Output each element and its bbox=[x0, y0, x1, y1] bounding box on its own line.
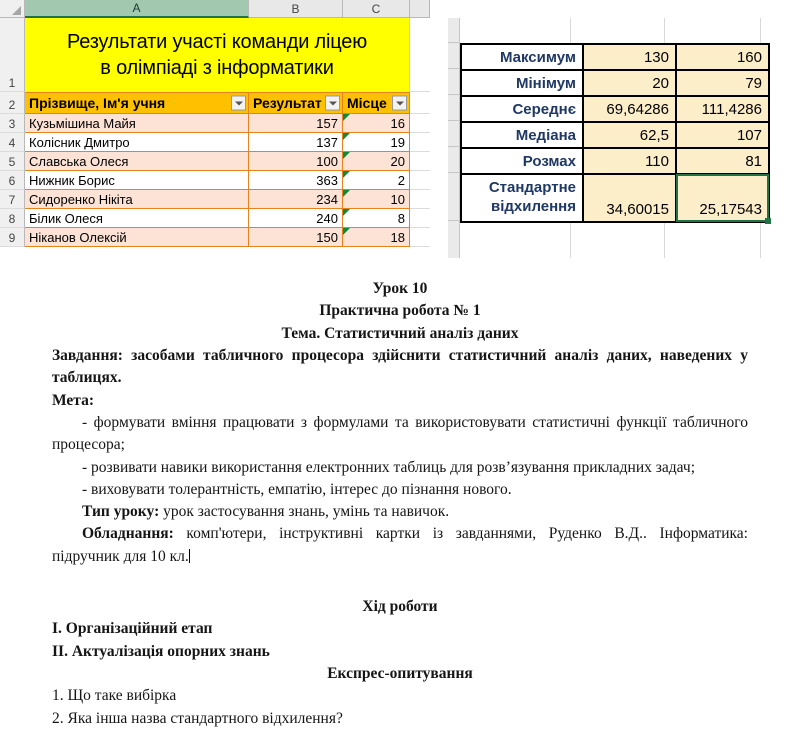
doc-topic: Тема. Статистичний аналіз даних bbox=[281, 324, 519, 342]
stat-value-stddev-col2-selected[interactable]: 25,17543 bbox=[676, 174, 769, 222]
table-row bbox=[0, 152, 430, 171]
row-header-2[interactable]: 2 bbox=[0, 92, 25, 114]
row-header-5[interactable]: 5 bbox=[0, 152, 25, 171]
cell-place[interactable]: 18 bbox=[343, 228, 410, 247]
stat-value-maximum-col1[interactable]: 130 bbox=[583, 44, 676, 70]
sheet-title-cell[interactable] bbox=[25, 18, 410, 92]
table-row bbox=[0, 228, 430, 247]
empty-cell bbox=[410, 228, 430, 247]
filter-label-result: Результат bbox=[253, 95, 322, 111]
table-row bbox=[461, 148, 769, 174]
column-filter-place[interactable] bbox=[343, 92, 410, 114]
empty-cell bbox=[410, 171, 430, 190]
doc-task-text: засобами табличного процесора здійснити статистичний аналіз даних, наведених у таблицях. bbox=[52, 346, 748, 387]
sheet-title-line1: Результати участі команди ліцею bbox=[66, 30, 368, 53]
filter-dropdown-icon[interactable] bbox=[392, 96, 407, 111]
doc-goal-item-1: - формувати вміння працювати з формулами та використовувати статистичні функції табличного процесора; bbox=[52, 413, 748, 454]
doc-equipment bbox=[52, 523, 748, 568]
table-row bbox=[461, 122, 769, 148]
empty-cell bbox=[410, 152, 430, 171]
cell-result[interactable]: 157 bbox=[249, 114, 343, 133]
lesson-document bbox=[52, 278, 748, 730]
cell-name[interactable]: Колісник Дмитро bbox=[25, 133, 249, 152]
cell-place[interactable]: 10 bbox=[343, 190, 410, 209]
row-header-9[interactable]: 9 bbox=[0, 228, 25, 247]
stat-value-median-col1[interactable]: 62,5 bbox=[583, 122, 676, 148]
table-row bbox=[0, 18, 430, 92]
table-row bbox=[461, 70, 769, 96]
stat-value-stddev-col1[interactable]: 34,60015 bbox=[583, 174, 676, 222]
stat-value-range-col2[interactable]: 81 bbox=[676, 148, 769, 174]
stat-value-maximum-col2[interactable]: 160 bbox=[676, 44, 769, 70]
table-row bbox=[0, 190, 430, 209]
stat-value-range-col1[interactable]: 110 bbox=[583, 148, 676, 174]
doc-task-label: Завдання: bbox=[52, 346, 123, 364]
doc-lesson-number: Урок 10 bbox=[372, 280, 428, 297]
cell-place[interactable]: 16 bbox=[343, 114, 410, 133]
filter-dropdown-icon[interactable] bbox=[231, 96, 246, 111]
cell-result[interactable]: 234 bbox=[249, 190, 343, 209]
cell-result[interactable]: 137 bbox=[249, 133, 343, 152]
doc-spacer bbox=[52, 582, 748, 596]
cell-name[interactable]: Сидоренко Нікіта bbox=[25, 190, 249, 209]
statistics-table bbox=[460, 43, 770, 223]
stat-value-minimum-col2[interactable]: 79 bbox=[676, 70, 769, 96]
doc-equipment-label: Обладнання: bbox=[82, 525, 174, 543]
table-row bbox=[461, 96, 769, 122]
table-row bbox=[0, 133, 430, 152]
doc-process-heading: Хід роботи bbox=[362, 598, 438, 616]
table-row bbox=[461, 44, 769, 70]
row-header-8[interactable]: 8 bbox=[0, 209, 25, 228]
cell-name[interactable]: Білик Олеся bbox=[25, 209, 249, 228]
doc-lesson-type-label: Тип уроку: bbox=[82, 503, 160, 521]
column-header-d[interactable] bbox=[410, 0, 430, 18]
stat-value-median-col2[interactable]: 107 bbox=[676, 122, 769, 148]
doc-goal-label: Мета: bbox=[52, 391, 95, 409]
stat-label-minimum[interactable]: Мінімум bbox=[461, 70, 583, 96]
doc-question-2: 2. Яка інша назва стандартного відхилення? bbox=[52, 709, 343, 727]
doc-lesson-type bbox=[52, 501, 748, 523]
empty-cell bbox=[410, 114, 430, 133]
sheet-title-line2: в олімпіаді з інформатики bbox=[100, 57, 334, 79]
doc-step-2: ІІ. Актуалізація опорних знань bbox=[52, 642, 270, 660]
stat-label-stddev[interactable]: Стандартне відхилення bbox=[461, 174, 583, 222]
cell-name[interactable]: Ніканов Олексій bbox=[25, 228, 249, 247]
row-header-strip bbox=[448, 18, 460, 258]
table-row bbox=[0, 209, 430, 228]
stat-label-median[interactable]: Медіана bbox=[461, 122, 583, 148]
empty-cell-d1 bbox=[410, 18, 430, 92]
results-spreadsheet[interactable] bbox=[0, 0, 430, 258]
cell-place[interactable]: 8 bbox=[343, 209, 410, 228]
empty-cell bbox=[410, 209, 430, 228]
table-row bbox=[0, 171, 430, 190]
doc-task bbox=[52, 345, 748, 390]
table-row bbox=[461, 174, 769, 222]
row-header-4[interactable]: 4 bbox=[0, 133, 25, 152]
filter-label-place: Місце bbox=[347, 95, 387, 111]
filter-dropdown-icon[interactable] bbox=[325, 96, 340, 111]
cell-place[interactable]: 19 bbox=[343, 133, 410, 152]
doc-express-heading: Експрес-опитування bbox=[327, 665, 473, 682]
doc-practical-number: Практична робота № 1 bbox=[319, 302, 481, 320]
empty-cell bbox=[410, 190, 430, 209]
row-header-6[interactable]: 6 bbox=[0, 171, 25, 190]
fill-handle[interactable] bbox=[765, 218, 771, 224]
stat-value-mean-col2[interactable]: 111,4286 bbox=[676, 96, 769, 122]
filter-label-name: Прізвище, Ім'я учня bbox=[29, 95, 166, 111]
doc-spacer bbox=[52, 568, 748, 582]
doc-lesson-type-text: урок застосування знань, умінь та навичок. bbox=[159, 503, 450, 521]
stat-label-maximum[interactable]: Максимум bbox=[461, 44, 583, 70]
table-header-row bbox=[0, 92, 430, 114]
column-header-c[interactable]: C bbox=[343, 0, 410, 18]
stat-label-mean[interactable]: Середнє bbox=[461, 96, 583, 122]
column-header-a[interactable]: A bbox=[25, 0, 249, 18]
row-header-3[interactable]: 3 bbox=[0, 114, 25, 133]
cell-result[interactable]: 150 bbox=[249, 228, 343, 247]
cell-name[interactable]: Славська Олеся bbox=[25, 152, 249, 171]
column-filter-result[interactable] bbox=[249, 92, 343, 114]
stat-label-range[interactable]: Розмах bbox=[461, 148, 583, 174]
select-all-corner-icon[interactable] bbox=[0, 0, 25, 18]
row-header-7[interactable]: 7 bbox=[0, 190, 25, 209]
cell-place[interactable]: 2 bbox=[343, 171, 410, 190]
cell-name[interactable]: Нижник Борис bbox=[25, 171, 249, 190]
doc-step-1: І. Організаційний етап bbox=[52, 620, 213, 638]
doc-question-1: 1. Що таке вибірка bbox=[52, 687, 177, 705]
text-cursor bbox=[189, 549, 190, 563]
empty-cell-d2 bbox=[410, 92, 430, 114]
cell-result[interactable]: 363 bbox=[249, 171, 343, 190]
doc-equipment-text: комп'ютери, інструктивні картки із завданнями, Руденко В.Д.. Інформатика: підручник для 10 кл. bbox=[52, 525, 748, 565]
column-filter-name[interactable] bbox=[25, 92, 249, 114]
table-row bbox=[0, 114, 430, 133]
statistics-spreadsheet[interactable] bbox=[448, 18, 787, 258]
stat-value-minimum-col1[interactable]: 20 bbox=[583, 70, 676, 96]
cell-result[interactable]: 240 bbox=[249, 209, 343, 228]
doc-goal-item-3: - виховувати толерантність, емпатію, інтерес до пізнання нового. bbox=[82, 480, 512, 498]
empty-cell bbox=[410, 133, 430, 152]
cell-place[interactable]: 20 bbox=[343, 152, 410, 171]
stat-value-mean-col1[interactable]: 69,64286 bbox=[583, 96, 676, 122]
doc-goal-item-2: - розвивати навики використання електронних таблиць для розв’язування прикладних задач; bbox=[82, 458, 695, 476]
column-header-b[interactable]: B bbox=[249, 0, 343, 18]
cell-result[interactable]: 100 bbox=[249, 152, 343, 171]
row-header-1[interactable]: 1 bbox=[0, 18, 25, 92]
cell-name[interactable]: Кузьмішина Майя bbox=[25, 114, 249, 133]
column-header-row bbox=[0, 0, 430, 18]
